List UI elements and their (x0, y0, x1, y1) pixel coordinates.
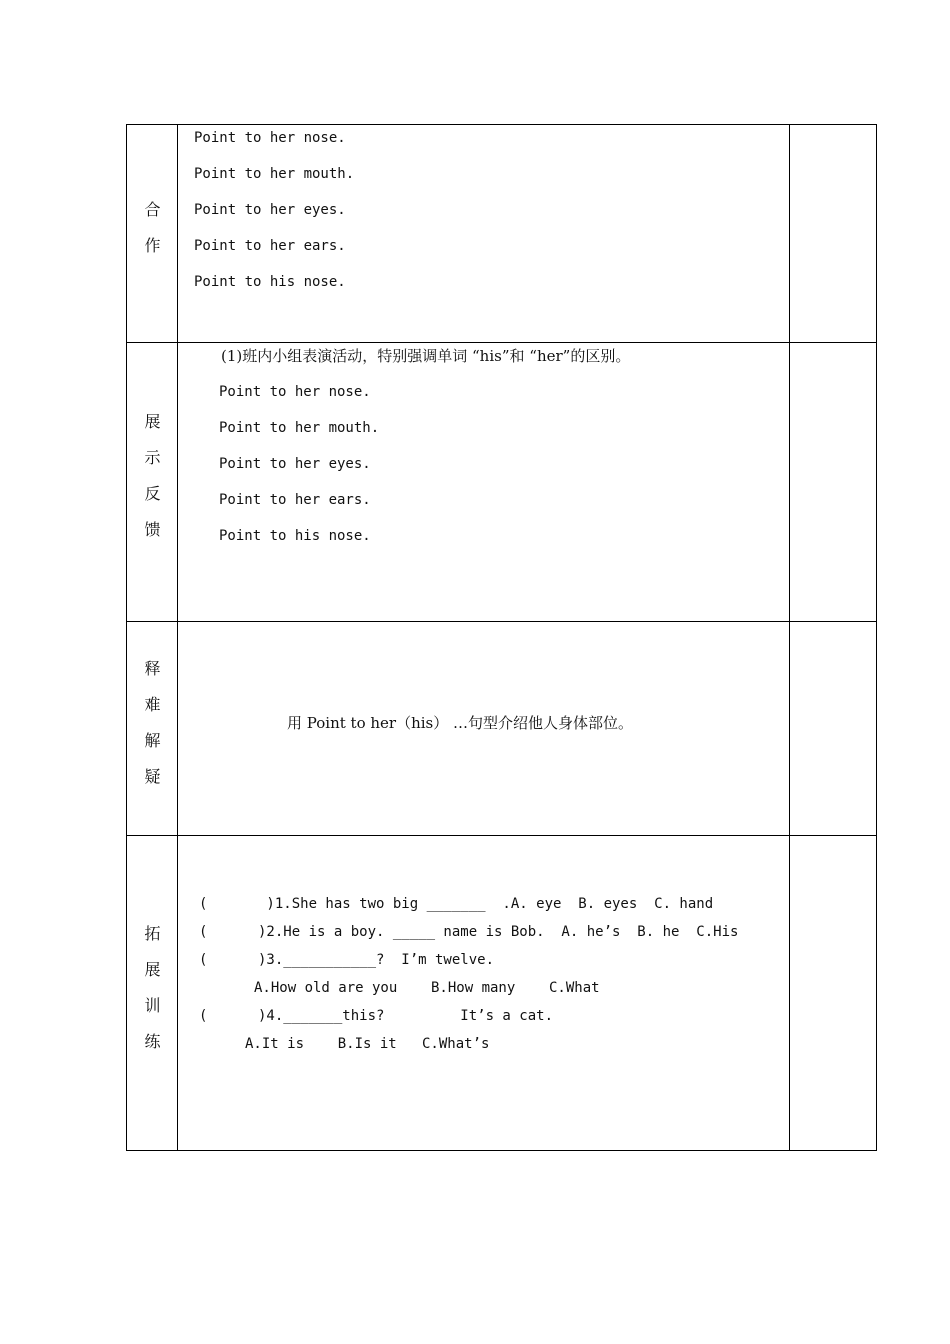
exercise-question-4: ( )4._______this? It’s a cat. (199, 1008, 554, 1024)
label-char: 反 (144, 484, 161, 503)
practice-line: Point to her eyes. (219, 456, 371, 472)
label-char: 展 (144, 412, 161, 431)
exercise-question-2: ( )2.He is a boy. _____ name is Bob. A. he’s B. he C.His (199, 924, 739, 940)
label-char: 展 (144, 960, 161, 979)
exercise-question-3: ( )3.___________? I’m twelve. (199, 952, 495, 968)
label-char: 合 (144, 200, 161, 219)
row-divider-3 (127, 835, 876, 836)
activity-intro: (1)班内小组表演活动，特别强调单词 “his”和 “her”的区别。 (221, 347, 631, 365)
practice-line: Point to his nose. (194, 274, 346, 290)
row-divider-1 (127, 342, 876, 343)
practice-line: Point to her nose. (194, 130, 346, 146)
exercise-question-1: ( )1.She has two big _______ .A. eye B. eyes C. hand (199, 896, 714, 912)
label-char: 训 (144, 996, 161, 1015)
label-char: 解 (144, 731, 161, 750)
section-label-explanation (127, 651, 178, 795)
section-label-cooperation (127, 192, 178, 264)
column-divider-right (789, 125, 790, 1150)
practice-line: Point to her mouth. (219, 420, 380, 436)
practice-line: Point to his nose. (219, 528, 371, 544)
lesson-table (126, 124, 877, 1151)
practice-line: Point to her eyes. (194, 202, 346, 218)
practice-line: Point to her mouth. (194, 166, 355, 182)
label-char: 释 (144, 659, 161, 678)
practice-line: Point to her ears. (194, 238, 346, 254)
section-label-extension (127, 916, 178, 1060)
practice-line: Point to her nose. (219, 384, 371, 400)
section-label-presentation (127, 404, 178, 548)
label-char: 练 (144, 1032, 161, 1051)
label-char: 馈 (144, 520, 161, 539)
explanation-text: 用 Point to her（his） …句型介绍他人身体部位。 (287, 714, 633, 732)
label-char: 疑 (144, 767, 161, 786)
label-char: 拓 (144, 924, 161, 943)
exercise-question-4-options: A.It is B.Is it C.What’s (245, 1036, 490, 1052)
label-char: 作 (144, 236, 161, 255)
row-divider-2 (127, 621, 876, 622)
label-char: 难 (144, 695, 161, 714)
label-char: 示 (144, 448, 161, 467)
practice-line: Point to her ears. (219, 492, 371, 508)
exercise-question-3-options: A.How old are you B.How many C.What (254, 980, 600, 996)
